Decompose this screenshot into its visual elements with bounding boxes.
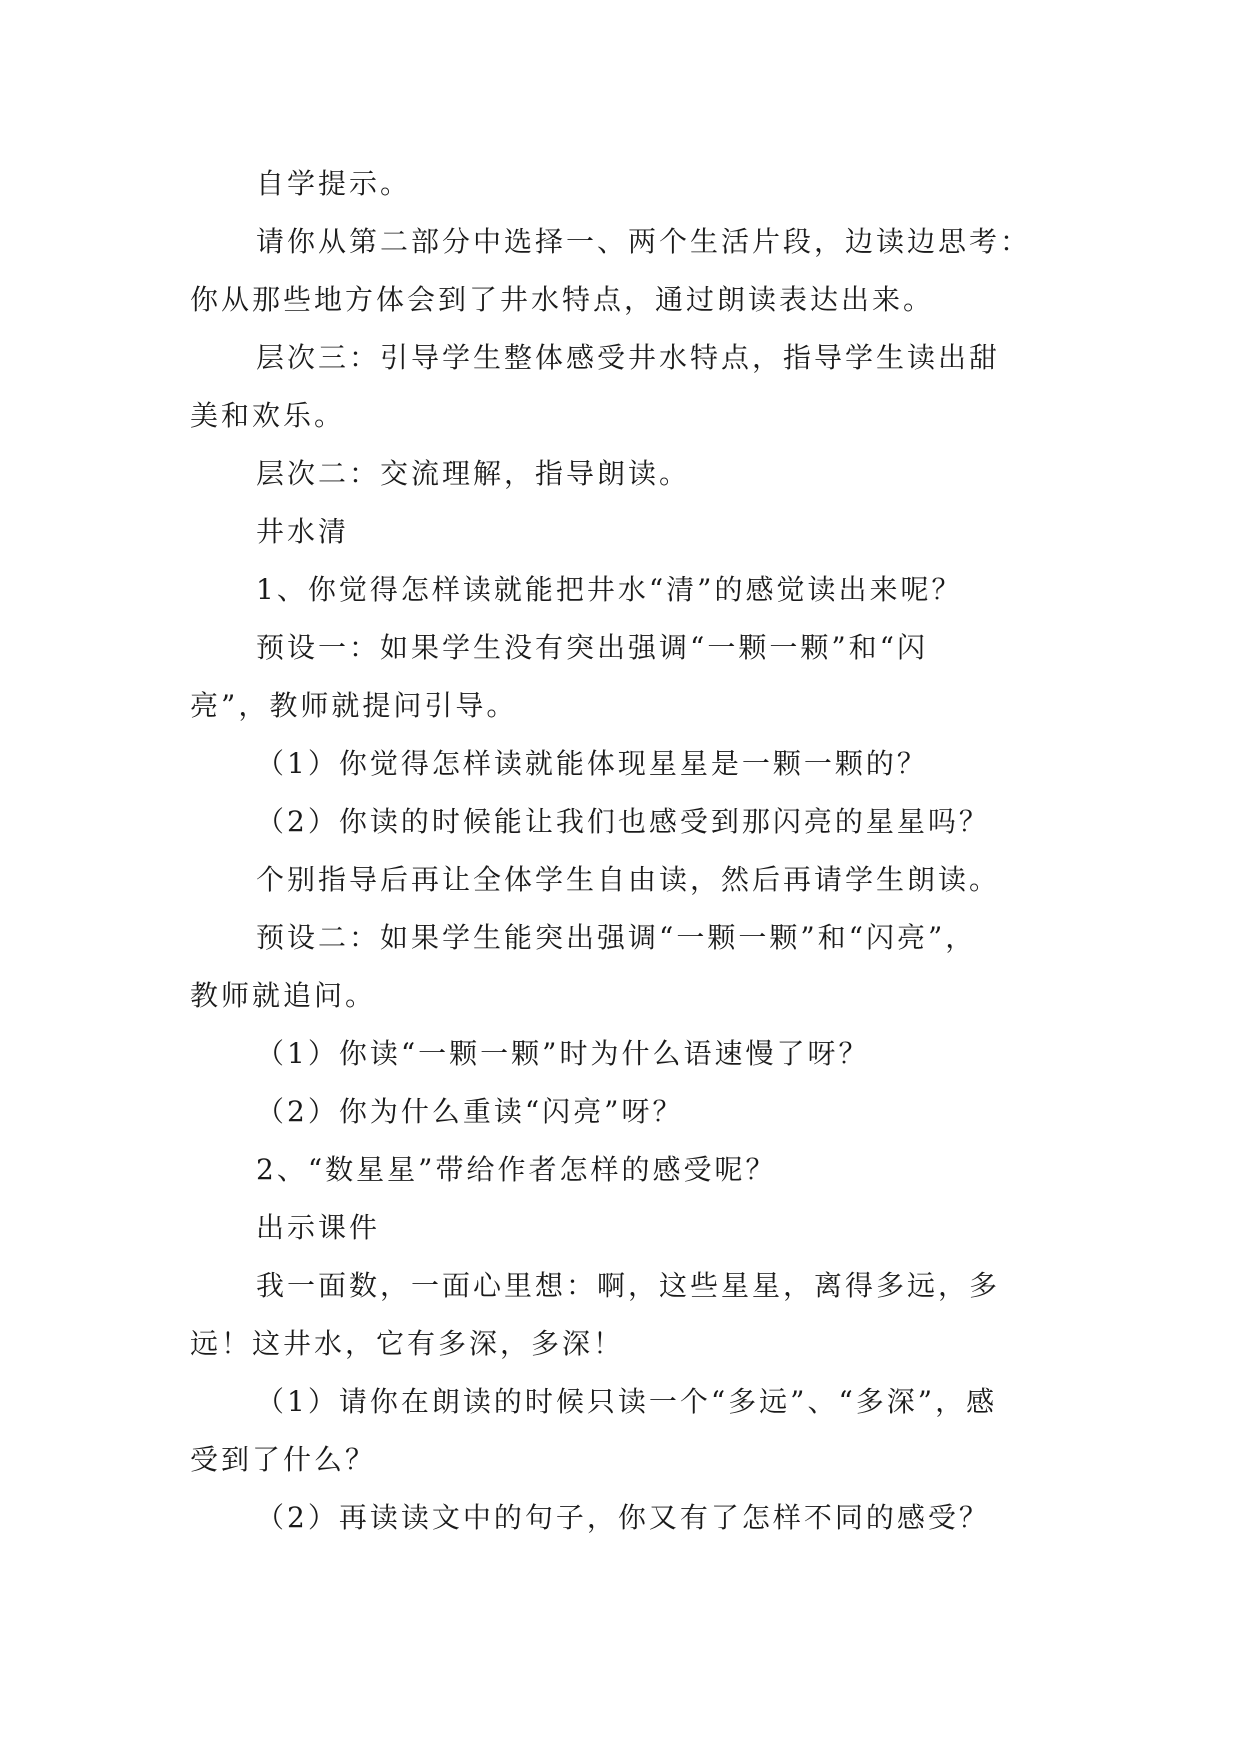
paragraph-line: 井水清 — [256, 515, 350, 548]
paragraph-line: （1）你读“一颗一颗”时为什么语速慢了呀？ — [256, 1037, 870, 1070]
paragraph-line: 1、你觉得怎样读就能把井水“清”的感觉读出来呢？ — [256, 573, 963, 606]
document-body — [190, 155, 1070, 1547]
paragraph-line: 预设一：如果学生没有突出强调“一颗一颗”和“闪 — [256, 631, 928, 664]
paragraph-line: 个别指导后再让全体学生自由读，然后再请学生朗读。 — [256, 863, 1001, 896]
paragraph-line: 请你从第二部分中选择一、两个生活片段，边读边思考： — [256, 225, 1032, 258]
paragraph-line: （1）请你在朗读的时候只读一个“多远”、“多深”，感 — [256, 1385, 998, 1418]
paragraph-line: （1）你觉得怎样读就能体现星星是一颗一颗的？ — [256, 747, 928, 780]
paragraph-line: 层次二：交流理解，指导朗读。 — [256, 457, 691, 490]
paragraph-line: 出示课件 — [256, 1211, 381, 1244]
paragraph-line: 2、“数星星”带给作者怎样的感受呢？ — [256, 1153, 777, 1186]
paragraph-line: （2）再读读文中的句子，你又有了怎样不同的感受？ — [256, 1501, 990, 1534]
paragraph-line: 受到了什么？ — [190, 1443, 377, 1476]
paragraph-line: 层次三：引导学生整体感受井水特点，指导学生读出甜 — [256, 341, 1001, 374]
paragraph-line: （2）你读的时候能让我们也感受到那闪亮的星星吗？ — [256, 805, 990, 838]
paragraph-line: 我一面数，一面心里想：啊，这些星星，离得多远，多 — [256, 1269, 1001, 1302]
paragraph-line: 你从那些地方体会到了井水特点，通过朗读表达出来。 — [190, 283, 935, 316]
paragraph-line: 教师就追问。 — [190, 979, 377, 1012]
paragraph-line: （2）你为什么重读“闪亮”呀？ — [256, 1095, 684, 1128]
paragraph-line: 远！这井水，它有多深，多深！ — [190, 1327, 625, 1360]
paragraph-line: 自学提示。 — [256, 167, 412, 200]
paragraph-line: 预设二：如果学生能突出强调“一颗一颗”和“闪亮”， — [256, 921, 977, 954]
paragraph-line: 美和欢乐。 — [190, 399, 346, 432]
paragraph-line: 亮”，教师就提问引导。 — [190, 689, 518, 722]
